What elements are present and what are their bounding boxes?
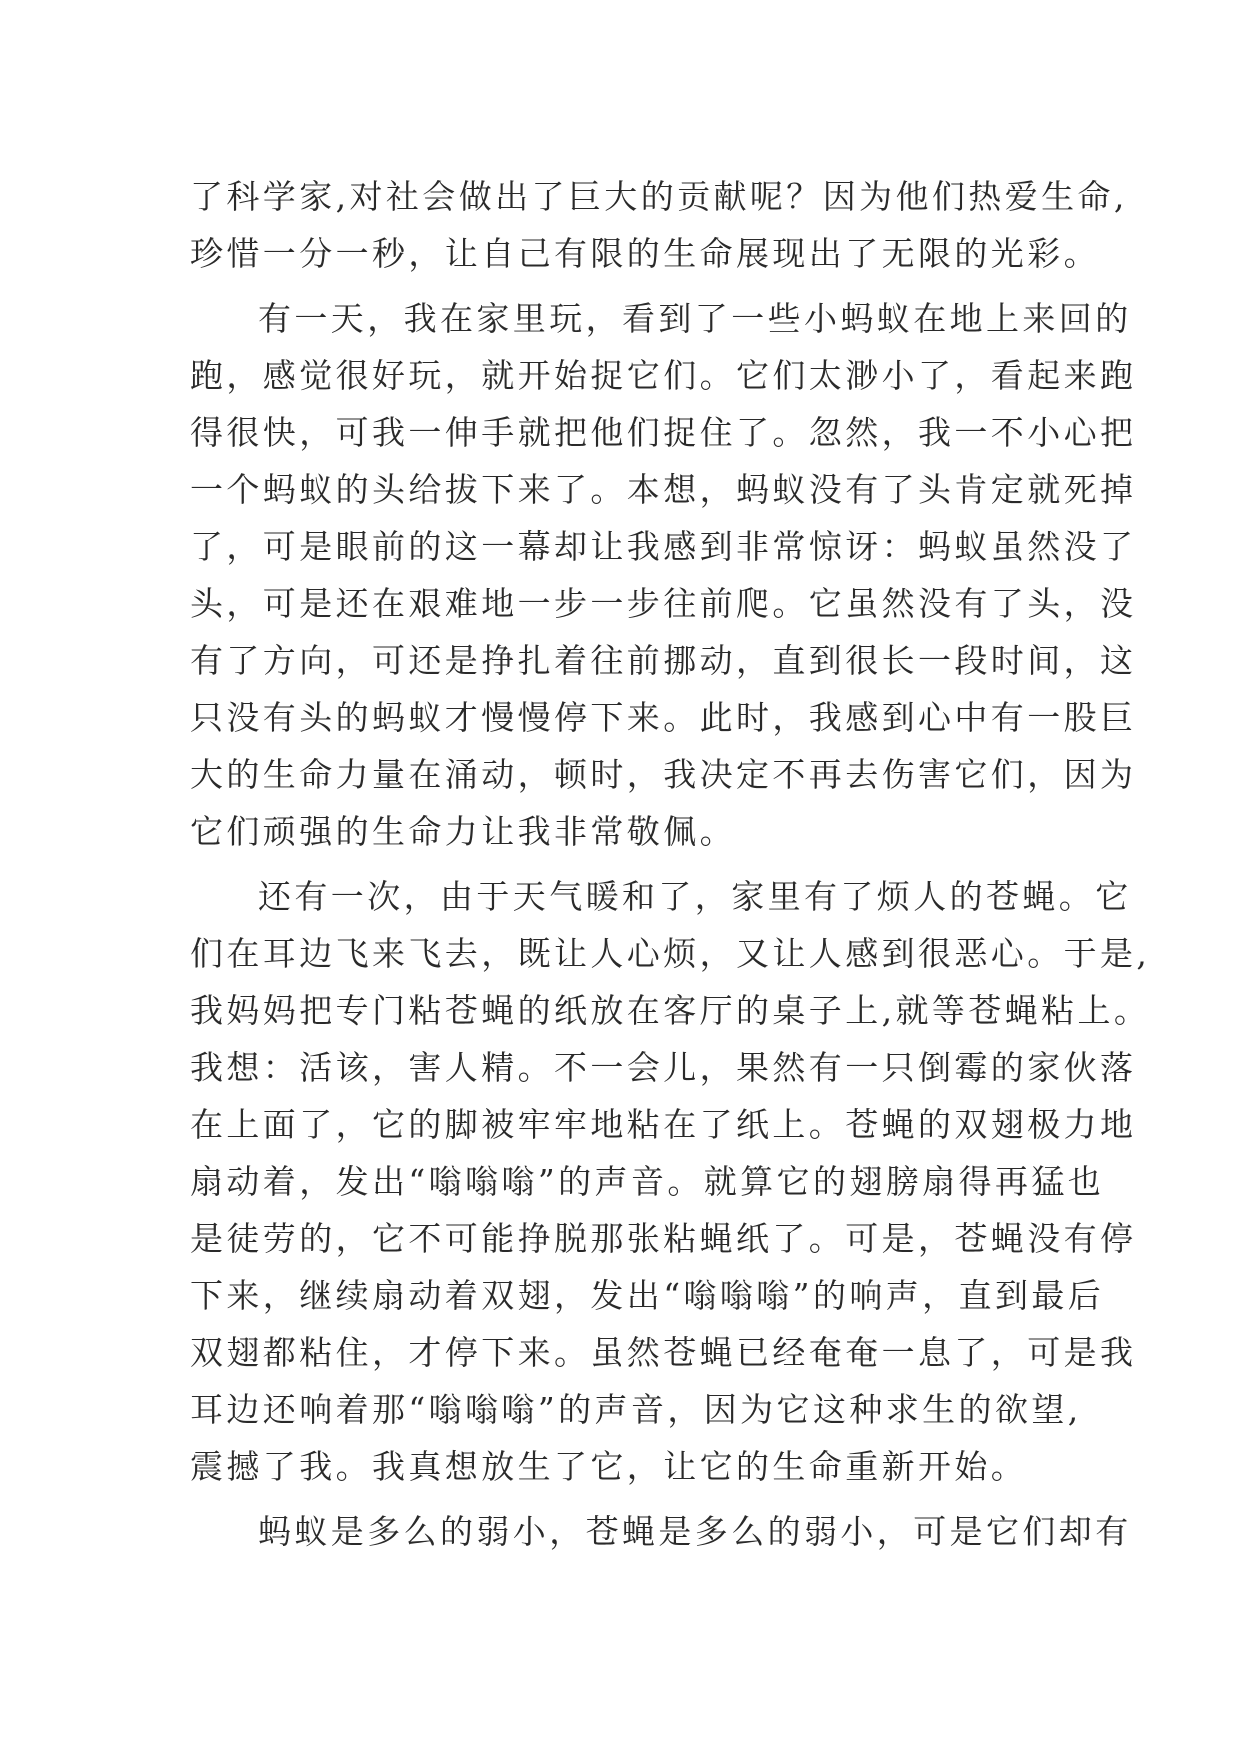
text-line: 一个蚂蚁的头给拔下来了。本想，蚂蚁没有了头肯定就死掉 bbox=[190, 470, 1137, 509]
essay-body bbox=[190, 168, 1151, 1560]
text-line: 在上面了，它的脚被牢牢地粘在了纸上。苍蝇的双翅极力地 bbox=[190, 1105, 1137, 1144]
text-line: 是徒劳的，它不可能挣脱那张粘蝇纸了。可是，苍蝇没有停 bbox=[190, 1219, 1137, 1258]
text-line: 珍惜一分一秒，让自己有限的生命展现出了无限的光彩。 bbox=[190, 234, 1100, 273]
text-line: 大的生命力量在涌动，顿时，我决定不再去伤害它们，因为 bbox=[190, 755, 1137, 794]
text-line: 下来，继续扇动着双翅，发出“嗡嗡嗡”的响声，直到最后 bbox=[190, 1276, 1105, 1315]
text-line: 跑，感觉很好玩，就开始捉它们。它们太渺小了，看起来跑 bbox=[190, 356, 1137, 395]
text-line: 它们顽强的生命力让我非常敬佩。 bbox=[190, 812, 736, 851]
text-line: 了，可是眼前的这一幕却让我感到非常惊讶：蚂蚁虽然没了 bbox=[190, 527, 1137, 566]
paragraph-start-line: 还有一次，由于天气暖和了，家里有了烦人的苍蝇。它 bbox=[258, 877, 1132, 916]
text-line: 我妈妈把专门粘苍蝇的纸放在客厅的桌子上,就等苍蝇粘上。 bbox=[190, 991, 1151, 1030]
text-line: 耳边还响着那“嗡嗡嗡”的声音，因为它这种求生的欲望, bbox=[190, 1390, 1082, 1429]
text-line: 我想：活该，害人精。不一会儿，果然有一只倒霉的家伙落 bbox=[190, 1048, 1137, 1087]
text-line: 只没有头的蚂蚁才慢慢停下来。此时，我感到心中有一股巨 bbox=[190, 698, 1137, 737]
text-line: 扇动着，发出“嗡嗡嗡”的声音。就算它的翅膀扇得再猛也 bbox=[190, 1162, 1105, 1201]
text-line: 双翅都粘住，才停下来。虽然苍蝇已经奄奄一息了，可是我 bbox=[190, 1333, 1137, 1372]
text-line: 有了方向，可还是挣扎着往前挪动，直到很长一段时间，这 bbox=[190, 641, 1137, 680]
paragraph-start-line: 蚂蚁是多么的弱小，苍蝇是多么的弱小，可是它们却有 bbox=[258, 1512, 1132, 1551]
paragraph-start-line: 有一天，我在家里玩，看到了一些小蚂蚁在地上来回的 bbox=[258, 299, 1132, 338]
text-line: 得很快，可我一伸手就把他们捉住了。忽然，我一不小心把 bbox=[190, 413, 1137, 452]
text-line: 头，可是还在艰难地一步一步往前爬。它虽然没有了头，没 bbox=[190, 584, 1137, 623]
text-line: 了科学家,对社会做出了巨大的贡献呢？因为他们热爱生命, bbox=[190, 177, 1128, 216]
text-line: 震撼了我。我真想放生了它，让它的生命重新开始。 bbox=[190, 1447, 1028, 1486]
text-line: 们在耳边飞来飞去，既让人心烦，又让人感到很恶心。于是, bbox=[190, 934, 1151, 973]
